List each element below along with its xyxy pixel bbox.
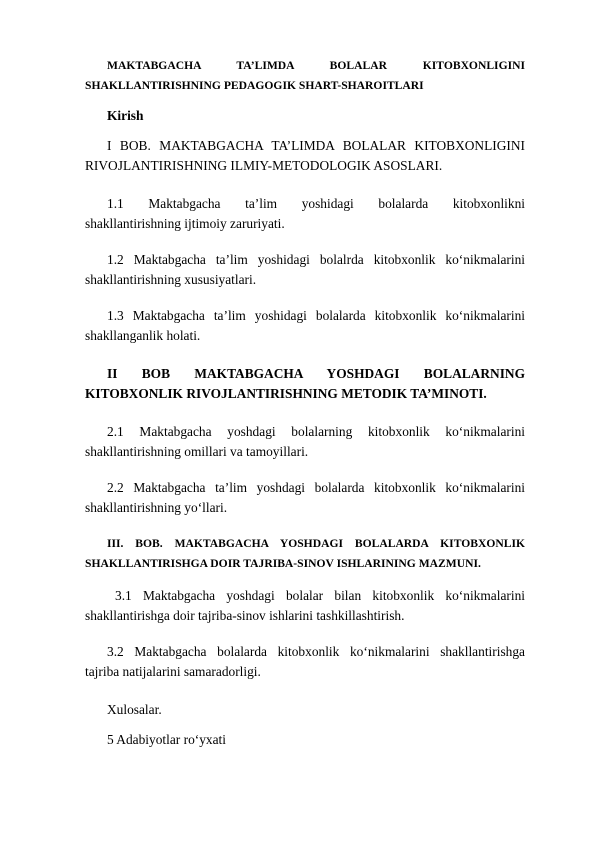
section-1-2-line-2: shakllantirishning xususiyatlari. <box>85 272 257 287</box>
section-2-2-line-2: shakllantirishning yo‘llari. <box>85 500 228 515</box>
chapter-2-line-1: II BOB MAKTABGACHA YOSHDAGI BOLALARNING <box>107 366 525 381</box>
section-3-1-line-2: shakllantirishga doir tajriba-sinov ishlarini tashkillashtirish. <box>85 608 405 623</box>
chapter-3-line-1: III. BOB. MAKTABGACHA YOSHDAGI BOLALARDA KITOBXONLIK <box>107 537 525 550</box>
section-3-2-line-1: 3.2 Maktabgacha bolalarda kitobxonlik ko‘nikmalarini shakllantirishga <box>107 644 525 659</box>
references-item: 5 Adabiyotlar ro‘yxati <box>107 732 226 747</box>
section-1-2-line-1: 1.2 Maktabgacha ta’lim yoshidagi bolalrda kitobxonlik ko‘nikmalarini <box>107 252 525 267</box>
intro-heading: Kirish <box>107 108 144 123</box>
section-1-3-line-1: 1.3 Maktabgacha ta’lim yoshidagi bolalarda kitobxonlik ko‘nikmalarini <box>107 308 525 323</box>
section-2-2 <box>85 478 525 518</box>
section-3-2 <box>85 642 525 682</box>
section-3-1-line-1: 3.1 Maktabgacha yoshdagi bolalar bilan kitobxonlik ko‘nikmalarini <box>115 588 525 603</box>
conclusion-item: Xulosalar. <box>107 702 162 717</box>
title-line-1: MAKTABGACHA TA’LIMDA BOLALAR KITOBXONLIGINI <box>107 59 525 72</box>
section-2-1-line-1: 2.1 Maktabgacha yoshdagi bolalarning kitobxonlik ko‘nikmalarini <box>107 424 525 439</box>
section-3-2-line-2: tajriba natijalarini samaradorligi. <box>85 664 261 679</box>
section-1-1 <box>85 194 525 234</box>
chapter-1-line-2: RIVOJLANTIRISHNING ILMIY-METODOLOGIK ASOSLARI. <box>85 158 443 173</box>
section-1-1-line-1: 1.1 Maktabgacha ta’lim yoshidagi bolalarda kitobxonlikni <box>107 196 525 211</box>
section-1-2 <box>85 250 525 290</box>
section-2-1 <box>85 422 525 462</box>
section-1-3-line-2: shakllanganlik holati. <box>85 328 201 343</box>
chapter-2-heading <box>85 364 525 404</box>
chapter-2-line-2: KITOBXONLIK RIVOJLANTIRISHNING METODIK TA’MINOTI. <box>85 386 487 401</box>
chapter-3-line-2: SHAKLLANTIRISHGA DOIR TAJRIBA-SINOV ISHLARINING MAZMUNI. <box>85 557 481 570</box>
chapter-1-heading <box>85 136 525 176</box>
document-title <box>85 56 525 96</box>
section-1-1-line-2: shakllantirishning ijtimoiy zaruriyati. <box>85 216 285 231</box>
section-3-1 <box>85 586 525 626</box>
section-1-3 <box>85 306 525 346</box>
chapter-3-heading <box>85 534 525 574</box>
section-2-1-line-2: shakllantirishning omillari va tamoyillari. <box>85 444 309 459</box>
title-line-2: SHAKLLANTIRISHNING PEDAGOGIK SHART-SHAROITLARI <box>85 79 424 92</box>
chapter-1-line-1: I BOB. MAKTABGACHA TA’LIMDA BOLALAR KITOBXONLIGINI <box>107 138 525 153</box>
section-2-2-line-1: 2.2 Maktabgacha ta’lim yoshdagi bolalarda kitobxonlik ko‘nikmalarini <box>107 480 525 495</box>
